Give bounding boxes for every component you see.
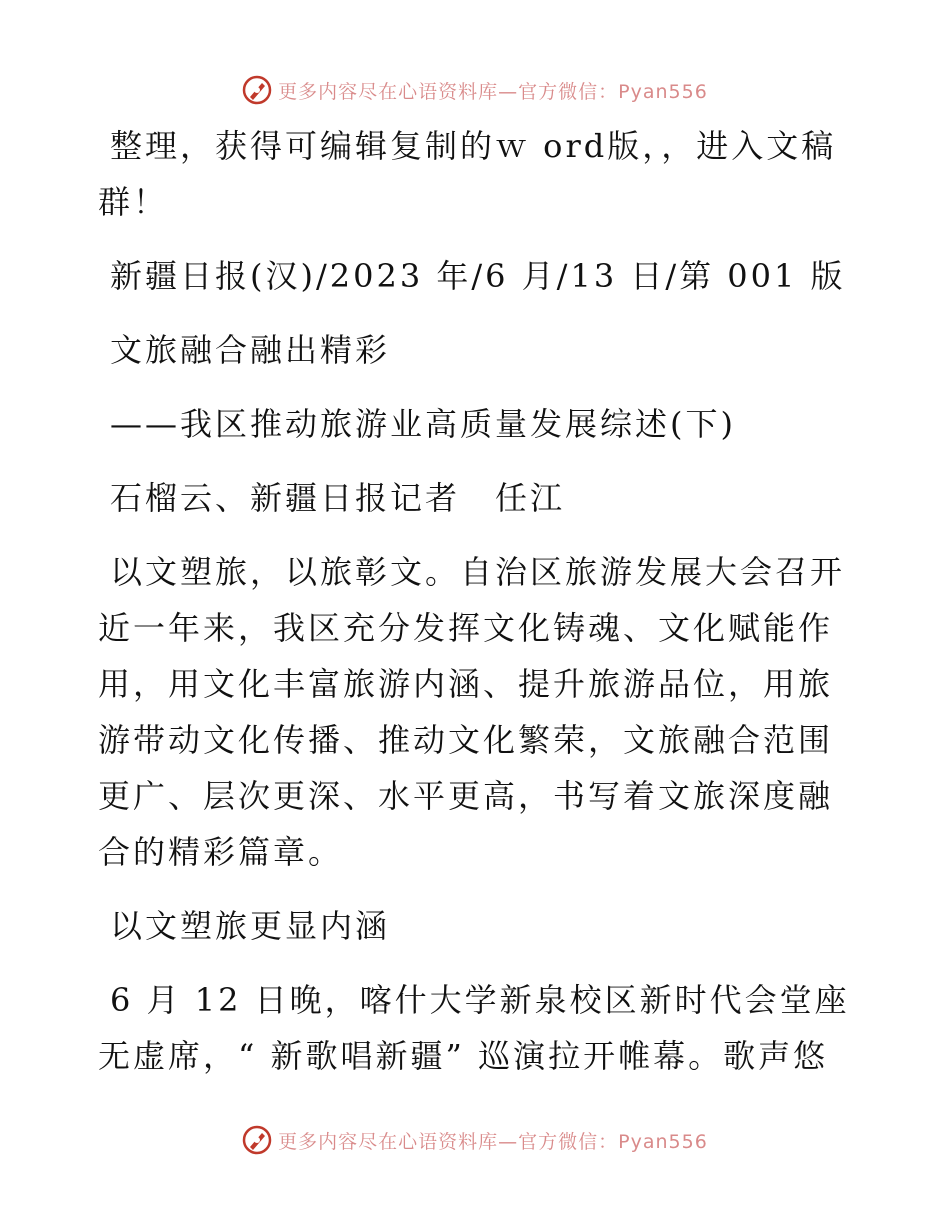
paragraph-source-line: 新疆日报(汉)/2023 年/6 月/13 日/第 001 版 [110, 257, 846, 295]
paragraph-body: 6 月 12 日晚，喀什大学新泉校区新时代会堂座无虚席，“ 新歌唱新疆” 巡演拉开帷幕。歌声悠 [98, 981, 850, 1075]
section-heading: 以文塑旅更显内涵 [110, 907, 391, 945]
footer-watermark-text: 更多内容尽在心语资料库—官方微信：Pyan556 [278, 1130, 708, 1153]
pen-logo-icon [242, 1125, 272, 1155]
article-subtitle: ——我区推动旅游业高质量发展综述(下) [110, 405, 736, 443]
paragraph-lead: 以文塑旅，以旅彰文。自治区旅游发展大会召开近一年来，我区充分发挥文化铸魂、文化赋能作用，用文化丰富旅游内涵、提升旅游品位，用旅游带动文化传播、推动文化繁荣，文旅融合范围更广、层次更深、水平更高，书写着文旅深度融合的精彩篇章。 [98, 553, 846, 871]
paragraph-intro-note: 整理，获得可编辑复制的ｗ ord版，，进入文稿群！ [98, 127, 837, 221]
pen-logo-icon [242, 75, 272, 105]
article-title: 文旅融合融出精彩 [110, 331, 391, 369]
footer-watermark-banner [0, 1120, 950, 1160]
header-watermark-banner [0, 70, 950, 110]
document-body [98, 118, 858, 1102]
header-watermark-text: 更多内容尽在心语资料库—官方微信：Pyan556 [278, 80, 708, 103]
article-byline: 石榴云、新疆日报记者 任江 [110, 479, 566, 517]
